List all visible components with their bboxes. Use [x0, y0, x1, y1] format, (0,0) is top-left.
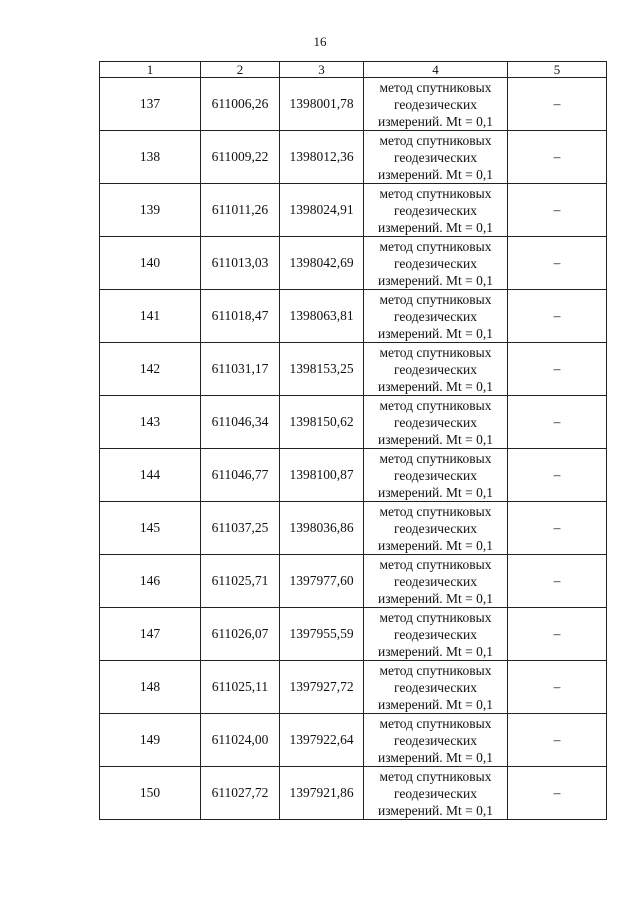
method-line-2: геодезических: [394, 785, 477, 801]
table-row: [100, 449, 607, 502]
x-coordinate-cell: 611025,71: [201, 555, 280, 608]
method-line-1: метод спутниковых: [379, 450, 492, 466]
column-5-cell: –: [508, 396, 607, 449]
point-number-cell: 147: [100, 608, 201, 661]
method-line-3: измерений. Mt = 0,1: [377, 325, 494, 341]
y-coordinate-cell: 1397977,60: [280, 555, 364, 608]
method-line-3: измерений. Mt = 0,1: [377, 431, 494, 447]
x-coordinate-cell: 611013,03: [201, 237, 280, 290]
method-line-2: геодезических: [394, 679, 477, 695]
table-body: [100, 78, 607, 820]
method-line-1: метод спутниковых: [379, 715, 492, 731]
header-col-3: 3: [280, 62, 364, 78]
method-line-1: метод спутниковых: [379, 662, 492, 678]
y-coordinate-cell: 1398024,91: [280, 184, 364, 237]
point-number-cell: 144: [100, 449, 201, 502]
column-5-cell: –: [508, 184, 607, 237]
table-row: [100, 131, 607, 184]
method-line-3: измерений. Mt = 0,1: [377, 378, 494, 394]
table-row: [100, 396, 607, 449]
column-5-cell: –: [508, 237, 607, 290]
point-number-cell: 143: [100, 396, 201, 449]
table-row: [100, 184, 607, 237]
column-5-cell: –: [508, 608, 607, 661]
method-line-3: измерений. Mt = 0,1: [377, 802, 494, 818]
x-coordinate-cell: 611024,00: [201, 714, 280, 767]
method-line-1: метод спутниковых: [379, 768, 492, 784]
method-line-1: метод спутниковых: [379, 609, 492, 625]
y-coordinate-cell: 1397927,72: [280, 661, 364, 714]
method-cell: [364, 661, 508, 714]
table-row: [100, 502, 607, 555]
method-line-3: измерений. Mt = 0,1: [377, 537, 494, 553]
method-line-3: измерений. Mt = 0,1: [377, 484, 494, 500]
method-line-1: метод спутниковых: [379, 503, 492, 519]
method-line-3: измерений. Mt = 0,1: [377, 166, 494, 182]
column-5-cell: –: [508, 343, 607, 396]
method-line-2: геодезических: [394, 414, 477, 430]
column-5-cell: –: [508, 78, 607, 131]
method-line-1: метод спутниковых: [379, 238, 492, 254]
method-cell: [364, 502, 508, 555]
y-coordinate-cell: 1398063,81: [280, 290, 364, 343]
table-row: [100, 608, 607, 661]
method-cell: [364, 343, 508, 396]
column-5-cell: –: [508, 767, 607, 820]
x-coordinate-cell: 611025,11: [201, 661, 280, 714]
x-coordinate-cell: 611046,77: [201, 449, 280, 502]
table-row: [100, 78, 607, 131]
method-line-2: геодезических: [394, 308, 477, 324]
method-cell: [364, 290, 508, 343]
x-coordinate-cell: 611009,22: [201, 131, 280, 184]
header-col-5: 5: [508, 62, 607, 78]
y-coordinate-cell: 1398153,25: [280, 343, 364, 396]
column-5-cell: –: [508, 131, 607, 184]
header-col-2: 2: [201, 62, 280, 78]
y-coordinate-cell: 1398100,87: [280, 449, 364, 502]
method-line-3: измерений. Mt = 0,1: [377, 696, 494, 712]
x-coordinate-cell: 611026,07: [201, 608, 280, 661]
method-line-3: измерений. Mt = 0,1: [377, 590, 494, 606]
x-coordinate-cell: 611006,26: [201, 78, 280, 131]
method-line-2: геодезических: [394, 149, 477, 165]
method-line-2: геодезических: [394, 467, 477, 483]
point-number-cell: 140: [100, 237, 201, 290]
page-number: 16: [313, 34, 327, 49]
method-cell: [364, 78, 508, 131]
method-cell: [364, 449, 508, 502]
method-line-1: метод спутниковых: [379, 79, 492, 95]
column-5-cell: –: [508, 555, 607, 608]
header-col-1: 1: [100, 62, 201, 78]
method-line-2: геодезических: [394, 255, 477, 271]
method-line-3: измерений. Mt = 0,1: [377, 643, 494, 659]
point-number-cell: 145: [100, 502, 201, 555]
column-5-cell: –: [508, 714, 607, 767]
method-line-1: метод спутниковых: [379, 556, 492, 572]
method-line-2: геодезических: [394, 202, 477, 218]
method-cell: [364, 131, 508, 184]
table-row: [100, 343, 607, 396]
method-cell: [364, 237, 508, 290]
point-number-cell: 149: [100, 714, 201, 767]
coordinates-table: [99, 61, 607, 820]
y-coordinate-cell: 1398012,36: [280, 131, 364, 184]
table-row: [100, 767, 607, 820]
method-line-3: измерений. Mt = 0,1: [377, 272, 494, 288]
method-cell: [364, 608, 508, 661]
table-row: [100, 555, 607, 608]
header-col-4: 4: [364, 62, 508, 78]
method-line-3: измерений. Mt = 0,1: [377, 219, 494, 235]
method-line-2: геодезических: [394, 361, 477, 377]
x-coordinate-cell: 611011,26: [201, 184, 280, 237]
y-coordinate-cell: 1397955,59: [280, 608, 364, 661]
method-line-2: геодезических: [394, 573, 477, 589]
x-coordinate-cell: 611037,25: [201, 502, 280, 555]
y-coordinate-cell: 1398150,62: [280, 396, 364, 449]
method-line-1: метод спутниковых: [379, 291, 492, 307]
method-line-3: измерений. Mt = 0,1: [377, 749, 494, 765]
point-number-cell: 139: [100, 184, 201, 237]
column-5-cell: –: [508, 449, 607, 502]
column-5-cell: –: [508, 502, 607, 555]
point-number-cell: 137: [100, 78, 201, 131]
column-5-cell: –: [508, 661, 607, 714]
method-line-2: геодезических: [394, 626, 477, 642]
method-line-3: измерений. Mt = 0,1: [377, 113, 494, 129]
header-row: [100, 62, 607, 78]
table-row: [100, 714, 607, 767]
method-line-1: метод спутниковых: [379, 344, 492, 360]
method-cell: [364, 767, 508, 820]
method-line-1: метод спутниковых: [379, 132, 492, 148]
table-header: [100, 62, 607, 78]
column-5-cell: –: [508, 290, 607, 343]
x-coordinate-cell: 611018,47: [201, 290, 280, 343]
method-cell: [364, 714, 508, 767]
y-coordinate-cell: 1398036,86: [280, 502, 364, 555]
point-number-cell: 148: [100, 661, 201, 714]
point-number-cell: 142: [100, 343, 201, 396]
method-line-2: геодезических: [394, 732, 477, 748]
method-cell: [364, 184, 508, 237]
point-number-cell: 141: [100, 290, 201, 343]
table-row: [100, 237, 607, 290]
point-number-cell: 146: [100, 555, 201, 608]
method-line-2: геодезических: [394, 520, 477, 536]
method-cell: [364, 396, 508, 449]
point-number-cell: 150: [100, 767, 201, 820]
table-row: [100, 661, 607, 714]
point-number-cell: 138: [100, 131, 201, 184]
table-row: [100, 290, 607, 343]
y-coordinate-cell: 1397921,86: [280, 767, 364, 820]
method-line-1: метод спутниковых: [379, 185, 492, 201]
y-coordinate-cell: 1397922,64: [280, 714, 364, 767]
y-coordinate-cell: 1398001,78: [280, 78, 364, 131]
x-coordinate-cell: 611031,17: [201, 343, 280, 396]
method-cell: [364, 555, 508, 608]
y-coordinate-cell: 1398042,69: [280, 237, 364, 290]
x-coordinate-cell: 611027,72: [201, 767, 280, 820]
x-coordinate-cell: 611046,34: [201, 396, 280, 449]
method-line-2: геодезических: [394, 96, 477, 112]
method-line-1: метод спутниковых: [379, 397, 492, 413]
